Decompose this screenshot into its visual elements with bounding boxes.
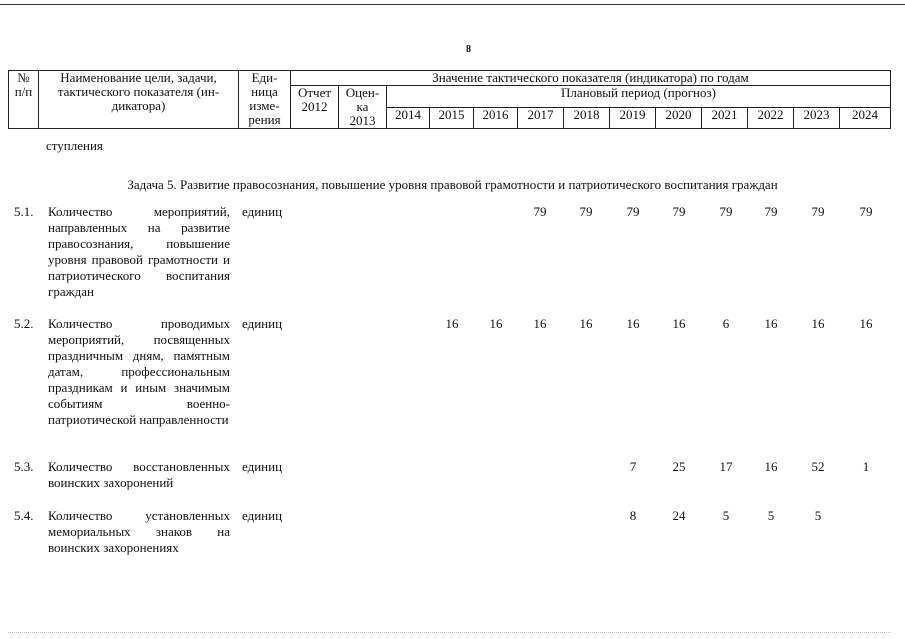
row-value: 79 — [672, 204, 686, 219]
bottom-rule — [8, 632, 891, 633]
header-values-title: Значение тактического показателя (индикатора) по годам — [291, 71, 891, 86]
row-value: 79 — [859, 204, 873, 219]
row-value: 16 — [489, 316, 503, 331]
top-rule — [0, 4, 905, 5]
row-value: 16 — [445, 316, 459, 331]
row-value: 79 — [626, 204, 640, 219]
header-year: 2019 — [610, 107, 656, 129]
row-value: 16 — [533, 316, 547, 331]
row-name: Количество установленных мемориальных знаков на воинских захоронениях — [48, 508, 230, 555]
row-value: 16 — [764, 459, 778, 474]
row-number: 5.2. — [14, 316, 34, 331]
header-estimate: Оцен- ка 2013 — [339, 86, 387, 129]
row-unit: единиц — [242, 316, 283, 331]
row-value: 5 — [767, 508, 775, 523]
row-name: Количество мероприятий, направленных на развитие правосознания, повышение уровня правовой грамотности и патриотического воспитания граждан — [48, 204, 230, 299]
row-number: 5.4. — [14, 508, 34, 523]
row-value: 16 — [764, 316, 778, 331]
header-year: 2021 — [702, 107, 748, 129]
row-value: 16 — [626, 316, 640, 331]
row-value: 1 — [862, 459, 870, 474]
row-value: 16 — [859, 316, 873, 331]
row-value: 16 — [672, 316, 686, 331]
header-year: 2024 — [840, 107, 891, 129]
row-value: 24 — [672, 508, 686, 523]
row-unit: единиц — [242, 459, 283, 474]
row-value: 6 — [722, 316, 730, 331]
row-value: 7 — [629, 459, 637, 474]
row-value: 79 — [811, 204, 825, 219]
row-number: 5.1. — [14, 204, 34, 219]
continuation-text: ступления — [46, 138, 103, 153]
row-name: Количество проводимых мероприятий, посвященных праздничным дням, памятным датам, профессиональным праздникам и иным значимым событиям военно-патриотической направленности — [48, 316, 230, 427]
row-number: 5.3. — [14, 459, 34, 474]
header-num: № п/п — [9, 71, 39, 129]
header-year: 2020 — [656, 107, 702, 129]
header-year: 2016 — [474, 107, 518, 129]
row-value: 79 — [579, 204, 593, 219]
row-value: 25 — [672, 459, 686, 474]
row-value: 79 — [764, 204, 778, 219]
header-table — [8, 70, 891, 129]
row-value: 79 — [533, 204, 547, 219]
header-unit: Еди- ница изме- рения — [239, 71, 291, 129]
header-plan: Плановый период (прогноз) — [387, 86, 891, 108]
header-year: 2022 — [748, 107, 794, 129]
page-number: 8 — [466, 44, 471, 55]
header-year: 2015 — [430, 107, 474, 129]
row-value: 5 — [814, 508, 822, 523]
row-value: 16 — [811, 316, 825, 331]
row-value: 5 — [722, 508, 730, 523]
header-name: Наименование цели, задачи, тактического показателя (ин- дикатора) — [39, 71, 239, 129]
task-title: Задача 5. Развитие правосознания, повышение уровня правовой грамотности и патриотического воспитания граждан — [127, 177, 778, 192]
row-unit: единиц — [242, 204, 283, 219]
row-value: 17 — [719, 459, 733, 474]
header-year: 2014 — [387, 107, 430, 129]
row-name: Количество восстановленных воинских захоронений — [48, 459, 230, 490]
row-value: 16 — [579, 316, 593, 331]
row-value: 52 — [811, 459, 825, 474]
row-value: 8 — [629, 508, 637, 523]
header-year: 2023 — [794, 107, 840, 129]
header-year: 2017 — [518, 107, 564, 129]
row-value: 79 — [719, 204, 733, 219]
row-unit: единиц — [242, 508, 283, 523]
header-report: Отчет 2012 — [291, 86, 339, 129]
header-year: 2018 — [564, 107, 610, 129]
